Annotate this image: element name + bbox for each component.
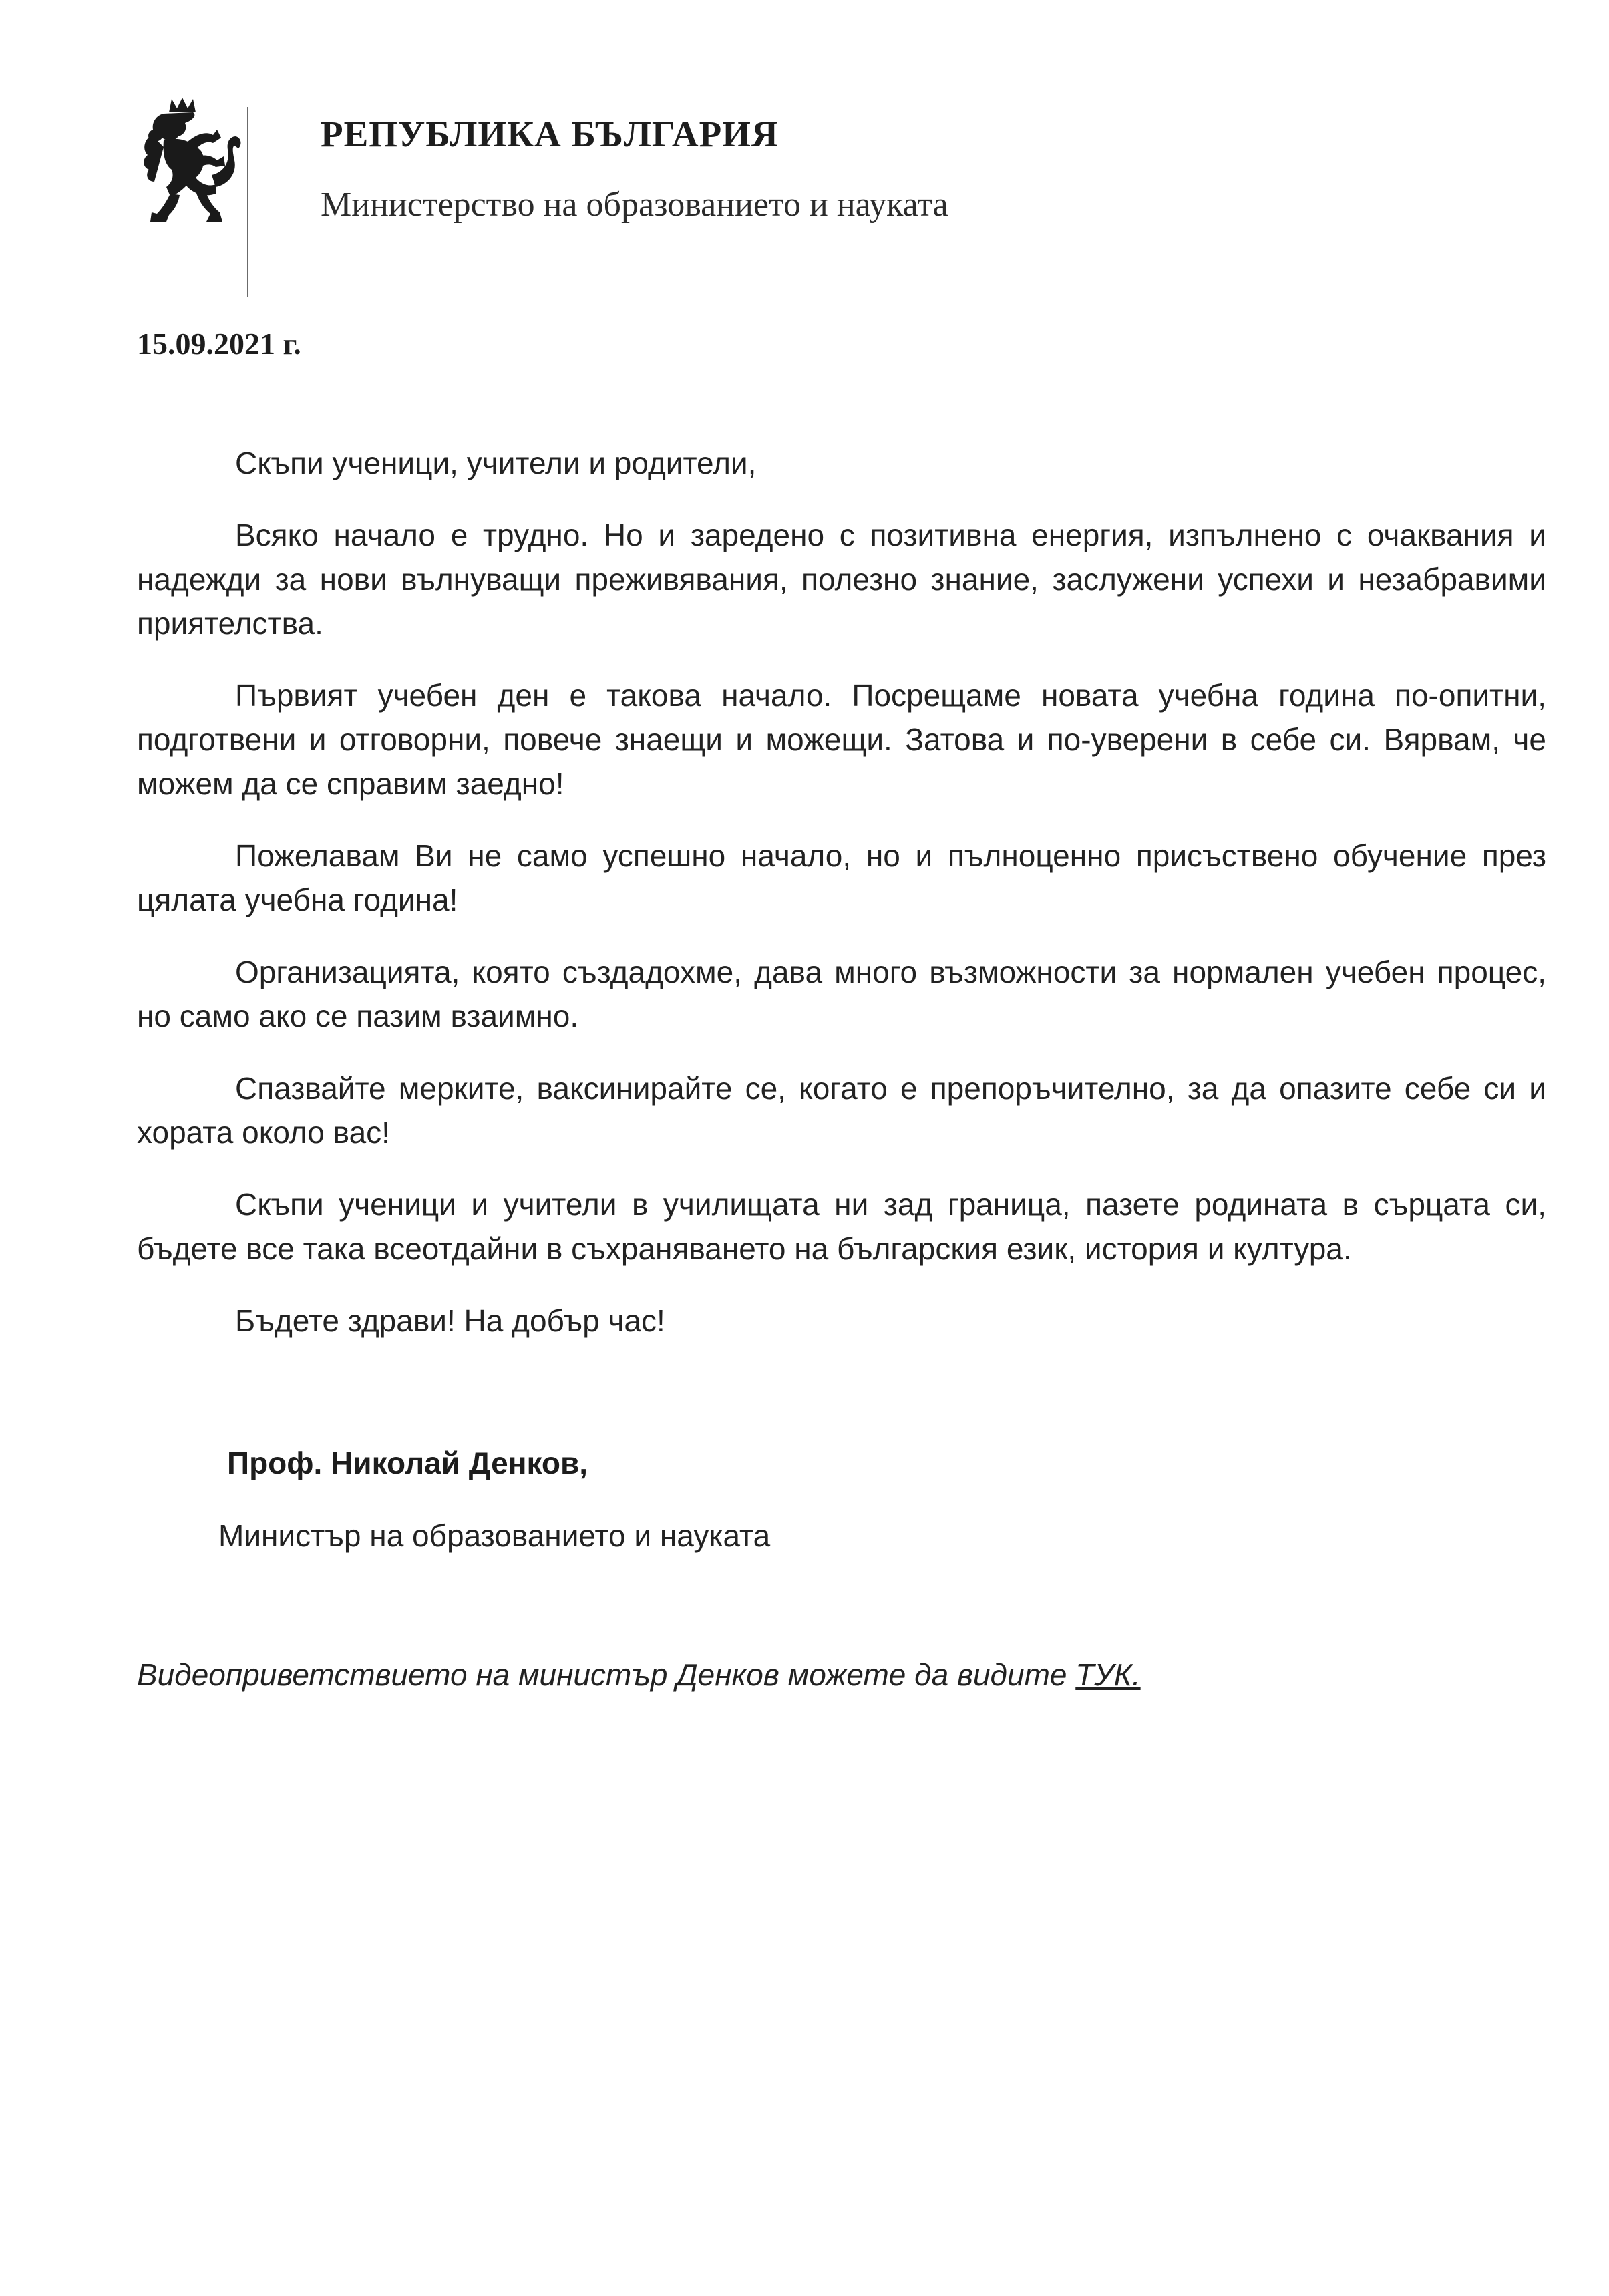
letter-body (137, 441, 1546, 1343)
letterhead-text (321, 112, 948, 226)
body-paragraph: Организацията, която създадохме, дава много възможности за нормален учебен процес, но само ако се пазим взаимно. (137, 955, 1546, 1033)
body-paragraph: Скъпи ученици и учители в училищата ни зад граница, пазете родината в сърцата си, бъдете все така всеотдайни в съхраняването на българския език, история и култура. (137, 1187, 1546, 1266)
body-paragraph: Спазвайте мерките, ваксинирайте се, когато е препоръчително, за да опазите себе си и хората около вас! (137, 1071, 1546, 1150)
video-link[interactable]: ТУК. (1075, 1657, 1141, 1692)
signature-title: Министър на образованието и науката (218, 1518, 771, 1553)
body-paragraph: Първият учебен ден е такова начало. Посрещаме новата учебна година по-опитни, подготвени и отговорни, повече знаещи и можещи. Затова и по-уверени в себе си. Вярвам, че можем да се справим заедно! (137, 678, 1546, 801)
signature-name: Проф. Николай Денков, (227, 1446, 588, 1480)
lion-emblem-icon (137, 94, 247, 230)
video-note-text: Видеоприветствието на министър Денков можете да видите (137, 1657, 1076, 1692)
body-paragraph: Пожелавам Ви не само успешно начало, но и пълноценно присъствено обучение през цялата учебна година! (137, 838, 1546, 917)
letterhead-divider (247, 107, 248, 297)
video-note (137, 1657, 1141, 1693)
letter-date: 15.09.2021 г. (137, 327, 301, 361)
country-name: РЕПУБЛИКА БЪЛГАРИЯ (321, 114, 779, 154)
closing-line: Бъдете здрави! На добър час! (235, 1303, 665, 1338)
salutation: Скъпи ученици, учители и родители, (235, 446, 757, 480)
ministry-name: Министерство на образованието и науката (321, 186, 948, 224)
body-paragraph: Всяко начало е трудно. Но и заредено с позитивна енергия, изпълнено с очаквания и надежди за нови вълнуващи преживявания, полезно знание, заслужени успехи и незабравими приятелства. (137, 518, 1546, 641)
